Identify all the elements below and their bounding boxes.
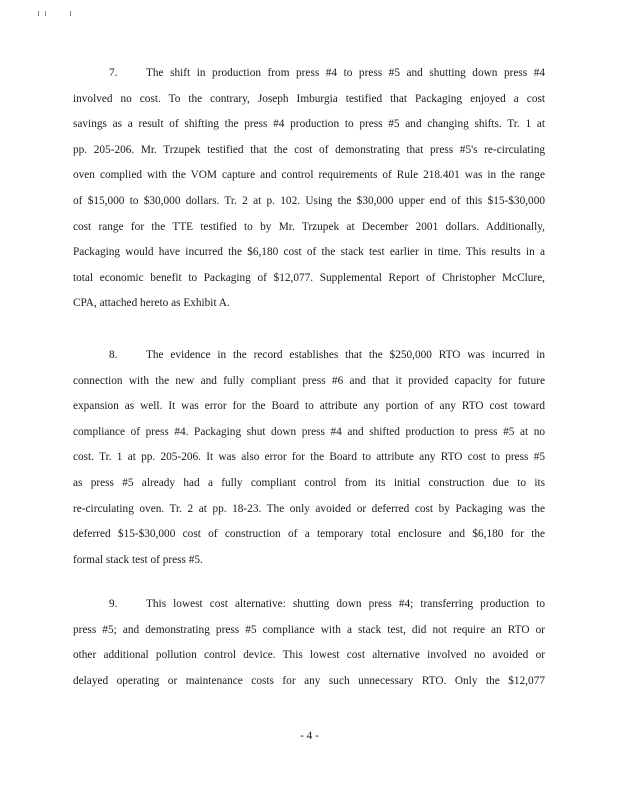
paragraph-9 <box>73 592 545 694</box>
paragraph-line: 8. The evidence in the record establishes that the $250,000 RTO was incurred in <box>73 343 545 369</box>
paragraph-line: involved no cost. To the contrary, Joseph Imburgia testified that Packaging enjoyed a cost <box>73 92 545 105</box>
paragraph-number: 8. <box>109 349 118 361</box>
paragraph-line: re-circulating oven. Tr. 2 at pp. 18-23. The only avoided or deferred cost by Packaging was the <box>73 502 545 515</box>
paragraph-line: 7. The shift in production from press #4 to press #5 and shutting down press #4 <box>73 61 545 87</box>
paragraph-line: compliance of press #4. Packaging shut down press #4 and shifted production to press #5 at no <box>73 425 545 438</box>
paragraph-line: delayed operating or maintenance costs for any such unnecessary RTO. Only the $12,077 <box>73 674 545 687</box>
paragraph-number: 9. <box>109 598 118 610</box>
paragraph-line: press #5; and demonstrating press #5 compliance with a stack test, did not require an RTO or <box>73 623 545 636</box>
paragraph-line: CPA, attached hereto as Exhibit A. <box>73 297 230 310</box>
paragraph-number: 7. <box>109 67 118 79</box>
scan-marks <box>38 11 78 21</box>
paragraph-line: Packaging would have incurred the $6,180 cost of the stack test earlier in time. This results in a <box>73 246 545 259</box>
paragraph-line: cost. Tr. 1 at pp. 205-206. It was also error for the Board to attribute any RTO cost to press #5 <box>73 451 545 464</box>
paragraph-line: pp. 205-206. Mr. Trzupek testified that the cost of demonstrating that press #5's re-circulating <box>73 143 545 156</box>
paragraph-line: as press #5 already had a fully compliant control from its initial construction due to its <box>73 476 545 489</box>
paragraph-line: formal stack test of press #5. <box>73 553 203 566</box>
page-number: - 4 - <box>300 730 319 742</box>
paragraph-line: savings as a result of shifting the press #4 production to press #5 and changing shifts. Tr. 1 at <box>73 118 545 131</box>
paragraph-line: of $15,000 to $30,000 dollars. Tr. 2 at p. 102. Using the $30,000 upper end of this $15-$30,000 <box>73 194 545 207</box>
paragraph-line: oven complied with the VOM capture and control requirements of Rule 218.401 was in the range <box>73 169 545 182</box>
paragraph-line: connection with the new and fully compliant press #6 and that it provided capacity for future <box>73 374 545 387</box>
paragraph-7 <box>73 61 545 317</box>
paragraph-line: 9. This lowest cost alternative: shutting down press #4; transferring production to <box>73 592 545 618</box>
paragraph-line: total economic benefit to Packaging of $12,077. Supplemental Report of Christopher McClure, <box>73 271 545 284</box>
paragraph-line: expansion as well. It was error for the Board to attribute any portion of any RTO cost toward <box>73 400 545 413</box>
paragraph-line: deferred $15-$30,000 cost of construction of a temporary total enclosure and $6,180 for the <box>73 528 545 541</box>
paragraph-line: other additional pollution control device. This lowest cost alternative involved no avoided or <box>73 649 545 662</box>
paragraph-line: cost range for the TTE testified to by Mr. Trzupek at December 2001 dollars. Additionally, <box>73 220 545 233</box>
paragraph-8 <box>73 343 545 573</box>
